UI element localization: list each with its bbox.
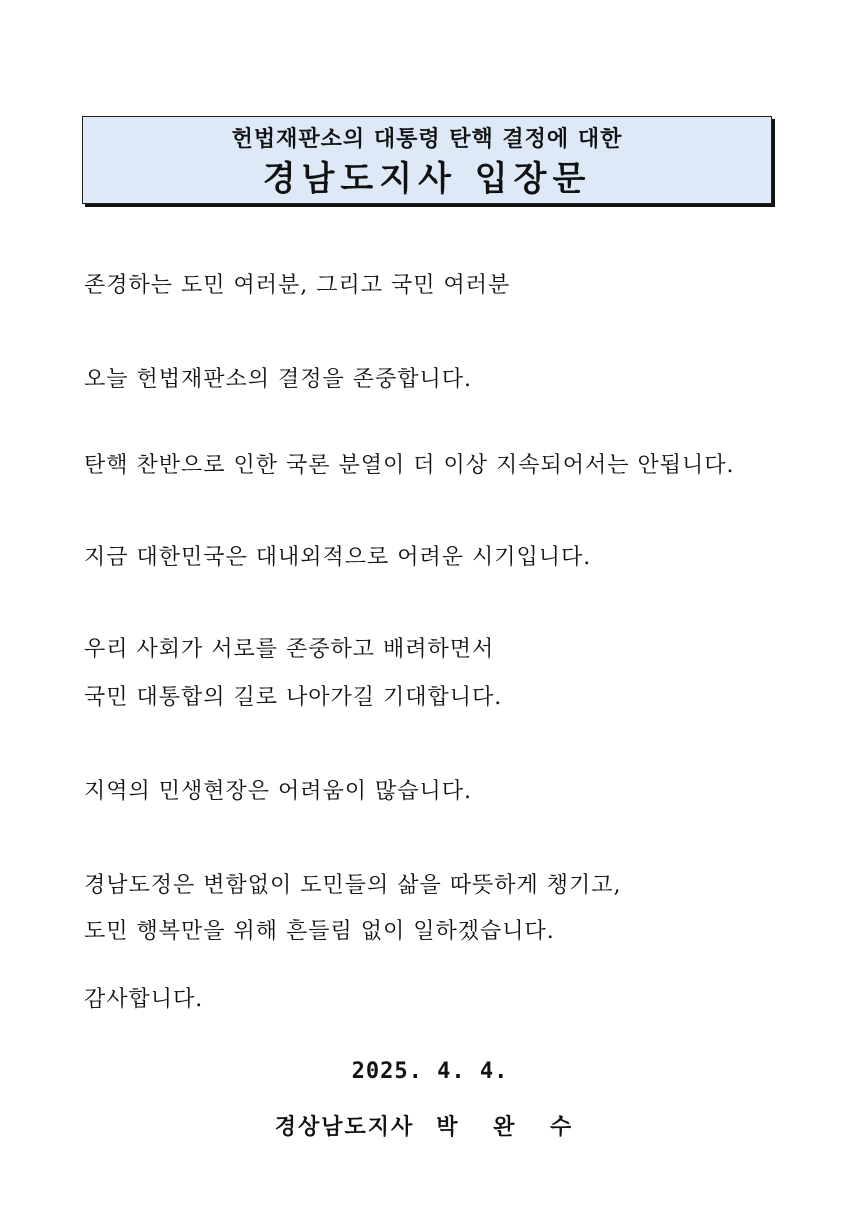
document-subtitle: 헌법재판소의 대통령 탄핵 결정에 대한 <box>231 127 623 152</box>
statement-line: 도민 행복만을 위해 흔들림 없이 일하겠습니다. <box>84 919 555 944</box>
signer-name: 박 완 수 <box>436 1115 586 1140</box>
closing-line: 감사합니다. <box>84 987 204 1012</box>
statement-line: 국민 대통합의 길로 나아가길 기대합니다. <box>84 685 503 710</box>
statement-line: 우리 사회가 서로를 존중하고 배려하면서 <box>84 637 495 662</box>
signer-position: 경상남도지사 <box>274 1115 415 1140</box>
signature-block <box>0 1114 860 1142</box>
document-title: 경남도지사 입장문 <box>262 159 592 199</box>
title-box <box>82 116 772 204</box>
statement-line: 탄핵 찬반으로 인한 국론 분열이 더 이상 지속되어서는 안됩니다. <box>84 453 735 478</box>
statement-line: 오늘 헌법재판소의 결정을 존중합니다. <box>84 367 473 392</box>
greeting-line: 존경하는 도민 여러분, 그리고 국민 여러분 <box>84 273 511 298</box>
document-date: 2025. 4. 4. <box>351 1059 509 1084</box>
statement-line: 지역의 민생현장은 어려움이 많습니다. <box>84 779 473 804</box>
statement-line: 경남도정은 변함없이 도민들의 삶을 따뜻하게 챙기고, <box>84 873 622 898</box>
statement-line: 지금 대한민국은 대내외적으로 어려운 시기입니다. <box>84 545 592 570</box>
